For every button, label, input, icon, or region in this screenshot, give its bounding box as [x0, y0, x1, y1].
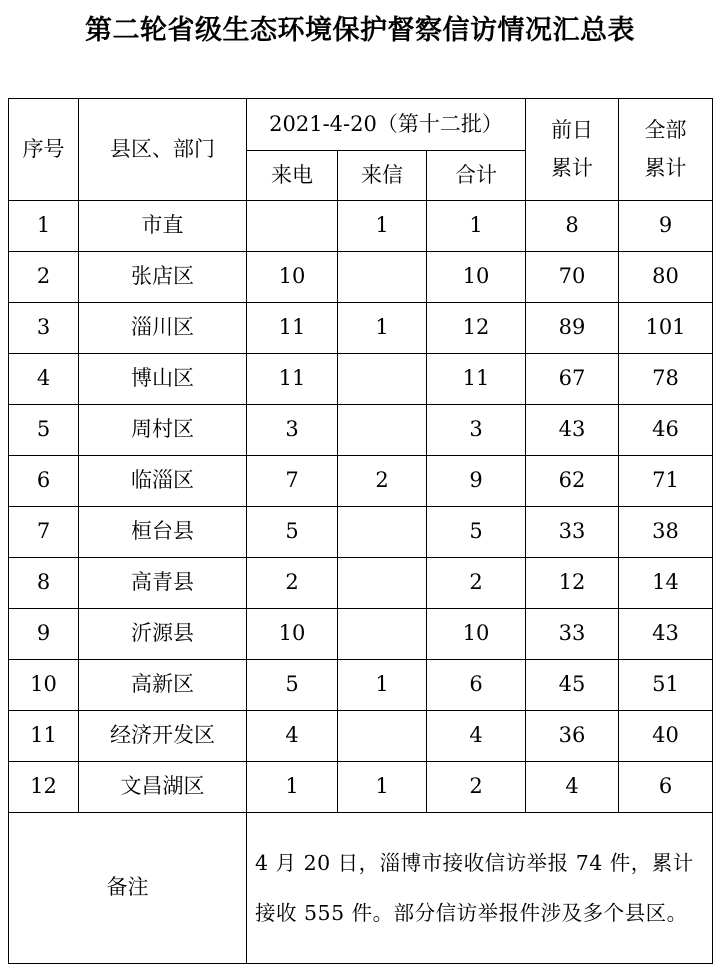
cell-seq: 5 [9, 405, 79, 456]
cell-prev-cumulative: 45 [526, 660, 619, 711]
table-row [9, 252, 713, 303]
cell-prev-cumulative: 8 [526, 201, 619, 252]
cell-phone: 3 [247, 405, 338, 456]
table-row [9, 354, 713, 405]
cell-phone: 11 [247, 354, 338, 405]
cell-subtotal: 2 [427, 762, 526, 813]
table-row [9, 303, 713, 354]
cell-phone: 7 [247, 456, 338, 507]
cell-letter [338, 609, 427, 660]
header-prev-cumulative [526, 99, 619, 201]
cell-subtotal: 5 [427, 507, 526, 558]
header-letter: 来信 [338, 151, 427, 201]
cell-district: 淄川区 [79, 303, 247, 354]
cell-subtotal: 6 [427, 660, 526, 711]
cell-seq: 8 [9, 558, 79, 609]
cell-district: 沂源县 [79, 609, 247, 660]
cell-subtotal: 9 [427, 456, 526, 507]
table-row [9, 660, 713, 711]
cell-subtotal: 3 [427, 405, 526, 456]
header-prev-cumulative-line1: 前日 [551, 118, 593, 143]
cell-total-cumulative: 51 [619, 660, 713, 711]
cell-district: 博山区 [79, 354, 247, 405]
cell-seq: 3 [9, 303, 79, 354]
cell-district: 市直 [79, 201, 247, 252]
cell-prev-cumulative: 89 [526, 303, 619, 354]
note-label: 备注 [9, 813, 247, 964]
cell-letter: 1 [338, 303, 427, 354]
cell-seq: 12 [9, 762, 79, 813]
cell-district: 文昌湖区 [79, 762, 247, 813]
cell-seq: 10 [9, 660, 79, 711]
cell-letter: 2 [338, 456, 427, 507]
header-subtotal: 合计 [427, 151, 526, 201]
cell-phone: 1 [247, 762, 338, 813]
table-row [9, 507, 713, 558]
cell-subtotal: 1 [427, 201, 526, 252]
header-row-1 [9, 99, 713, 151]
cell-total-cumulative: 40 [619, 711, 713, 762]
cell-prev-cumulative: 70 [526, 252, 619, 303]
cell-prev-cumulative: 4 [526, 762, 619, 813]
cell-seq: 1 [9, 201, 79, 252]
table-row [9, 456, 713, 507]
cell-district: 高新区 [79, 660, 247, 711]
cell-phone: 10 [247, 252, 338, 303]
cell-prev-cumulative: 33 [526, 609, 619, 660]
cell-total-cumulative: 101 [619, 303, 713, 354]
header-phone: 来电 [247, 151, 338, 201]
table-row [9, 201, 713, 252]
cell-prev-cumulative: 43 [526, 405, 619, 456]
cell-letter: 1 [338, 201, 427, 252]
cell-phone: 5 [247, 507, 338, 558]
header-period: 2021-4-20（第十二批） [247, 99, 526, 151]
cell-district: 临淄区 [79, 456, 247, 507]
cell-letter [338, 711, 427, 762]
cell-phone: 2 [247, 558, 338, 609]
table-row [9, 405, 713, 456]
cell-seq: 2 [9, 252, 79, 303]
cell-phone: 11 [247, 303, 338, 354]
cell-total-cumulative: 46 [619, 405, 713, 456]
summary-table [8, 98, 713, 964]
cell-total-cumulative: 9 [619, 201, 713, 252]
cell-total-cumulative: 71 [619, 456, 713, 507]
cell-district: 桓台县 [79, 507, 247, 558]
header-prev-cumulative-line2: 累计 [551, 155, 593, 180]
cell-prev-cumulative: 12 [526, 558, 619, 609]
cell-subtotal: 2 [427, 558, 526, 609]
cell-subtotal: 12 [427, 303, 526, 354]
cell-letter [338, 558, 427, 609]
cell-seq: 11 [9, 711, 79, 762]
header-total-cumulative [619, 99, 713, 201]
cell-letter [338, 252, 427, 303]
note-row [9, 813, 713, 964]
cell-district: 经济开发区 [79, 711, 247, 762]
table-row [9, 762, 713, 813]
cell-seq: 7 [9, 507, 79, 558]
cell-subtotal: 4 [427, 711, 526, 762]
page-title: 第二轮省级生态环境保护督察信访情况汇总表 [85, 15, 635, 46]
table-row [9, 558, 713, 609]
table-row [9, 711, 713, 762]
cell-seq: 4 [9, 354, 79, 405]
cell-district: 高青县 [79, 558, 247, 609]
cell-district: 张店区 [79, 252, 247, 303]
cell-subtotal: 11 [427, 354, 526, 405]
cell-seq: 9 [9, 609, 79, 660]
cell-total-cumulative: 78 [619, 354, 713, 405]
cell-letter [338, 507, 427, 558]
header-total-cumulative-line1: 全部 [644, 118, 687, 143]
cell-prev-cumulative: 36 [526, 711, 619, 762]
cell-district: 周村区 [79, 405, 247, 456]
cell-letter [338, 354, 427, 405]
cell-prev-cumulative: 67 [526, 354, 619, 405]
cell-total-cumulative: 38 [619, 507, 713, 558]
header-district: 县区、部门 [79, 99, 247, 201]
cell-prev-cumulative: 33 [526, 507, 619, 558]
header-seq: 序号 [9, 99, 79, 201]
cell-seq: 6 [9, 456, 79, 507]
cell-prev-cumulative: 62 [526, 456, 619, 507]
cell-letter [338, 405, 427, 456]
cell-letter: 1 [338, 762, 427, 813]
cell-total-cumulative: 80 [619, 252, 713, 303]
table-row [9, 609, 713, 660]
cell-letter: 1 [338, 660, 427, 711]
cell-phone: 10 [247, 609, 338, 660]
cell-total-cumulative: 14 [619, 558, 713, 609]
cell-subtotal: 10 [427, 609, 526, 660]
note-text: 4 月 20 日，淄博市接收信访举报 74 件，累计接收 555 件。部分信访举报件涉及多个县区。 [247, 813, 713, 964]
cell-phone: 4 [247, 711, 338, 762]
cell-phone [247, 201, 338, 252]
cell-total-cumulative: 43 [619, 609, 713, 660]
cell-phone: 5 [247, 660, 338, 711]
cell-total-cumulative: 6 [619, 762, 713, 813]
cell-subtotal: 10 [427, 252, 526, 303]
header-total-cumulative-line2: 累计 [644, 155, 687, 180]
